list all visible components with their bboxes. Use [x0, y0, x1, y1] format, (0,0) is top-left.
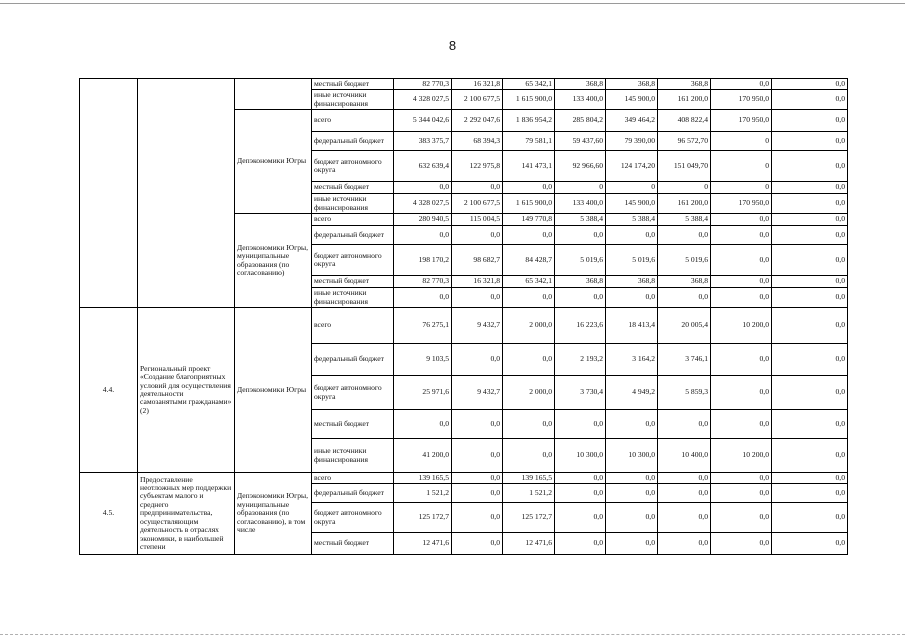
executor-cell-prev [235, 79, 312, 110]
funding-amount-cell: 0,0 [555, 410, 606, 439]
funding-amount-cell: 0,0 [503, 344, 555, 376]
funding-amount-cell: 122 975,8 [452, 151, 503, 182]
item-number-cell-prev [80, 79, 138, 308]
funding-amount-cell: 0,0 [555, 533, 606, 555]
funding-amount-cell: 0,0 [711, 79, 772, 90]
funding-amount-cell: 0,0 [452, 484, 503, 503]
funding-amount-cell: 0,0 [555, 503, 606, 533]
funding-amount-cell: 18 413,4 [606, 308, 658, 344]
funding-amount-cell: 0,0 [772, 288, 848, 308]
funding-amount-cell: 0,0 [772, 151, 848, 182]
funding-amount-cell: 79 390,00 [606, 132, 658, 151]
funding-amount-cell: 79 581,1 [503, 132, 555, 151]
funding-amount-cell: 1 521,2 [394, 484, 452, 503]
funding-amount-cell: 0,0 [606, 533, 658, 555]
funding-amount-cell: 84 428,7 [503, 245, 555, 276]
funding-amount-cell: 10 300,0 [555, 439, 606, 473]
funding-amount-cell: 59 437,60 [555, 132, 606, 151]
funding-amount-cell: 0,0 [503, 226, 555, 245]
funding-amount-cell: 0,0 [772, 194, 848, 214]
funding-amount-cell: 0,0 [772, 533, 848, 555]
funding-amount-cell: 0,0 [772, 182, 848, 194]
funding-amount-cell: 0,0 [555, 288, 606, 308]
funding-amount-cell: 0,0 [452, 410, 503, 439]
funding-amount-cell: 141 473,1 [503, 151, 555, 182]
funding-amount-cell: 2 193,2 [555, 344, 606, 376]
funding-amount-cell: 0,0 [711, 245, 772, 276]
funding-amount-cell: 145 900,0 [606, 194, 658, 214]
page-number: 8 [448, 38, 457, 53]
funding-amount-cell: 0,0 [772, 79, 848, 90]
funding-amount-cell: 0,0 [772, 410, 848, 439]
funding-source-label: местный бюджет [312, 182, 394, 194]
funding-amount-cell: 0,0 [555, 473, 606, 484]
funding-amount-cell: 0,0 [772, 90, 848, 110]
item-4-5-title: Предоставление неотложных мер поддержки субъектам малого и среднего предпринимательства, осуществляющим деятельность в отраслях экономики, в наибольшей степени [138, 473, 235, 555]
funding-source-label: бюджет автономного округа [312, 503, 394, 533]
funding-amount-cell: 16 223,6 [555, 308, 606, 344]
funding-amount-cell: 0,0 [658, 473, 711, 484]
funding-amount-cell: 133 400,0 [555, 194, 606, 214]
funding-amount-cell: 0,0 [503, 288, 555, 308]
funding-amount-cell: 76 275,1 [394, 308, 452, 344]
funding-amount-cell: 0,0 [606, 473, 658, 484]
funding-amount-cell: 0,0 [452, 439, 503, 473]
item-title-cell-prev [138, 79, 235, 308]
funding-amount-cell: 0,0 [772, 308, 848, 344]
funding-amount-cell: 0,0 [452, 473, 503, 484]
funding-amount-cell: 9 103,5 [394, 344, 452, 376]
funding-amount-cell: 0,0 [503, 182, 555, 194]
funding-amount-cell: 133 400,0 [555, 90, 606, 110]
funding-amount-cell: 368,8 [555, 276, 606, 288]
funding-amount-cell: 0 [658, 182, 711, 194]
funding-amount-cell: 25 971,6 [394, 376, 452, 410]
funding-amount-cell: 12 471,6 [503, 533, 555, 555]
funding-amount-cell: 0,0 [658, 410, 711, 439]
funding-amount-cell: 0,0 [772, 110, 848, 132]
funding-amount-cell: 98 682,7 [452, 245, 503, 276]
funding-amount-cell: 82 770,3 [394, 276, 452, 288]
funding-amount-cell: 161 200,0 [658, 90, 711, 110]
funding-source-label: федеральный бюджет [312, 344, 394, 376]
funding-amount-cell: 10 200,0 [711, 439, 772, 473]
funding-amount-cell: 0,0 [452, 503, 503, 533]
funding-amount-cell: 0,0 [772, 344, 848, 376]
funding-amount-cell: 1 615 900,0 [503, 194, 555, 214]
funding-amount-cell: 0,0 [606, 288, 658, 308]
funding-amount-cell: 0,0 [658, 288, 711, 308]
funding-source-label: местный бюджет [312, 410, 394, 439]
funding-source-label: иные источники финансирования [312, 194, 394, 214]
funding-amount-cell: 65 342,1 [503, 79, 555, 90]
funding-amount-cell: 20 005,4 [658, 308, 711, 344]
funding-amount-cell: 0,0 [503, 410, 555, 439]
funding-amount-cell: 41 200,0 [394, 439, 452, 473]
funding-source-label: иные источники финансирования [312, 288, 394, 308]
funding-amount-cell: 0,0 [658, 226, 711, 245]
funding-amount-cell: 0,0 [555, 226, 606, 245]
funding-amount-cell: 115 004,5 [452, 214, 503, 226]
funding-amount-cell: 349 464,2 [606, 110, 658, 132]
funding-source-label: местный бюджет [312, 79, 394, 90]
funding-amount-cell: 0,0 [711, 484, 772, 503]
funding-amount-cell: 0,0 [394, 410, 452, 439]
funding-amount-cell: 0,0 [772, 245, 848, 276]
funding-amount-cell: 0,0 [772, 376, 848, 410]
funding-amount-cell: 0,0 [658, 503, 711, 533]
funding-source-label: всего [312, 308, 394, 344]
funding-amount-cell: 5 388,4 [658, 214, 711, 226]
funding-amount-cell: 2 000,0 [503, 308, 555, 344]
funding-amount-cell: 5 019,6 [555, 245, 606, 276]
funding-source-label: местный бюджет [312, 276, 394, 288]
funding-source-label: федеральный бюджет [312, 226, 394, 245]
funding-amount-cell: 65 342,1 [503, 276, 555, 288]
funding-amount-cell: 82 770,3 [394, 79, 452, 90]
funding-amount-cell: 1 615 900,0 [503, 90, 555, 110]
funding-amount-cell: 0,0 [606, 226, 658, 245]
funding-source-label: всего [312, 110, 394, 132]
bottom-scan-edge [0, 634, 905, 635]
funding-amount-cell: 0,0 [772, 484, 848, 503]
funding-amount-cell: 92 966,60 [555, 151, 606, 182]
funding-source-label: бюджет автономного округа [312, 245, 394, 276]
funding-amount-cell: 2 100 677,5 [452, 194, 503, 214]
funding-amount-cell: 0,0 [711, 503, 772, 533]
funding-amount-cell: 0,0 [452, 288, 503, 308]
funding-source-label: федеральный бюджет [312, 132, 394, 151]
funding-amount-cell: 125 172,7 [394, 503, 452, 533]
funding-amount-cell: 2 292 047,6 [452, 110, 503, 132]
funding-amount-cell: 0,0 [606, 410, 658, 439]
funding-source-label: бюджет автономного округа [312, 376, 394, 410]
funding-amount-cell: 368,8 [658, 276, 711, 288]
funding-amount-cell: 5 859,3 [658, 376, 711, 410]
funding-amount-cell: 0,0 [711, 214, 772, 226]
funding-amount-cell: 12 471,6 [394, 533, 452, 555]
item-4-5-number: 4.5. [80, 473, 138, 555]
funding-amount-cell: 0,0 [394, 226, 452, 245]
funding-amount-cell: 0,0 [711, 473, 772, 484]
funding-amount-cell: 5 388,4 [555, 214, 606, 226]
funding-amount-cell: 10 300,0 [606, 439, 658, 473]
funding-amount-cell: 368,8 [658, 79, 711, 90]
funding-amount-cell: 0,0 [772, 439, 848, 473]
funding-amount-cell: 170 950,0 [711, 90, 772, 110]
funding-amount-cell: 1 521,2 [503, 484, 555, 503]
funding-amount-cell: 5 019,6 [606, 245, 658, 276]
funding-amount-cell: 5 019,6 [658, 245, 711, 276]
funding-amount-cell: 4 328 027,5 [394, 90, 452, 110]
funding-amount-cell: 2 000,0 [503, 376, 555, 410]
funding-amount-cell: 0,0 [503, 439, 555, 473]
funding-amount-cell: 0,0 [452, 344, 503, 376]
funding-amount-cell: 0,0 [555, 484, 606, 503]
funding-source-label: иные источники финансирования [312, 90, 394, 110]
funding-amount-cell: 0,0 [658, 533, 711, 555]
funding-amount-cell: 16 321,8 [452, 79, 503, 90]
funding-amount-cell: 0,0 [772, 276, 848, 288]
funding-amount-cell: 149 770,8 [503, 214, 555, 226]
funding-source-label: бюджет автономного округа [312, 151, 394, 182]
executor-depeconomy-municipal: Депэкономики Югры, муниципальные образования (по согласованию) [235, 214, 312, 308]
funding-amount-cell: 280 940,5 [394, 214, 452, 226]
funding-source-label: всего [312, 473, 394, 484]
item-4-4-number: 4.4. [80, 308, 138, 473]
funding-amount-cell: 145 900,0 [606, 90, 658, 110]
funding-amount-cell: 4 949,2 [606, 376, 658, 410]
funding-amount-cell: 0,0 [452, 182, 503, 194]
funding-amount-cell: 0,0 [658, 484, 711, 503]
funding-amount-cell: 285 804,2 [555, 110, 606, 132]
funding-amount-cell: 0,0 [711, 376, 772, 410]
financing-table [79, 78, 848, 555]
funding-amount-cell: 0 [711, 182, 772, 194]
funding-amount-cell: 0,0 [452, 533, 503, 555]
funding-amount-cell: 0,0 [606, 503, 658, 533]
funding-amount-cell: 0 [606, 182, 658, 194]
funding-amount-cell: 5 344 042,6 [394, 110, 452, 132]
funding-amount-cell: 10 200,0 [711, 308, 772, 344]
funding-source-label: иные источники финансирования [312, 439, 394, 473]
funding-amount-cell: 0,0 [394, 182, 452, 194]
funding-amount-cell: 0,0 [394, 288, 452, 308]
funding-amount-cell: 368,8 [555, 79, 606, 90]
funding-amount-cell: 170 950,0 [711, 194, 772, 214]
funding-amount-cell: 68 394,3 [452, 132, 503, 151]
funding-amount-cell: 9 432,7 [452, 376, 503, 410]
executor-4-5: Депэкономики Югры, муниципальные образования (по согласованию), в том числе [235, 473, 312, 555]
funding-amount-cell: 0,0 [606, 484, 658, 503]
funding-amount-cell: 1 836 954,2 [503, 110, 555, 132]
funding-amount-cell: 408 822,4 [658, 110, 711, 132]
funding-amount-cell: 0,0 [772, 473, 848, 484]
top-scan-edge [0, 3, 905, 4]
funding-amount-cell: 3 730,4 [555, 376, 606, 410]
funding-amount-cell: 0,0 [452, 226, 503, 245]
funding-amount-cell: 0,0 [772, 503, 848, 533]
funding-amount-cell: 4 328 027,5 [394, 194, 452, 214]
executor-4-4: Депэкономики Югры [235, 308, 312, 473]
funding-amount-cell: 383 375,7 [394, 132, 452, 151]
funding-amount-cell: 0,0 [711, 226, 772, 245]
funding-amount-cell: 0 [555, 182, 606, 194]
funding-source-label: местный бюджет [312, 533, 394, 555]
funding-amount-cell: 368,8 [606, 276, 658, 288]
funding-amount-cell: 0,0 [711, 288, 772, 308]
funding-amount-cell: 0,0 [711, 410, 772, 439]
funding-amount-cell: 2 100 677,5 [452, 90, 503, 110]
funding-source-label: всего [312, 214, 394, 226]
funding-amount-cell: 3 746,1 [658, 344, 711, 376]
funding-amount-cell: 151 049,70 [658, 151, 711, 182]
funding-amount-cell: 0,0 [772, 226, 848, 245]
funding-amount-cell: 198 170,2 [394, 245, 452, 276]
funding-amount-cell: 0,0 [772, 214, 848, 226]
funding-amount-cell: 0 [711, 151, 772, 182]
funding-amount-cell: 9 432,7 [452, 308, 503, 344]
funding-source-label: федеральный бюджет [312, 484, 394, 503]
funding-amount-cell: 96 572,70 [658, 132, 711, 151]
item-4-4-title: Региональный проект «Создание благоприятных условий для осуществления деятельности самозанятыми гражданами» (2) [138, 308, 235, 473]
funding-amount-cell: 139 165,5 [394, 473, 452, 484]
funding-amount-cell: 161 200,0 [658, 194, 711, 214]
funding-amount-cell: 5 388,4 [606, 214, 658, 226]
funding-amount-cell: 632 639,4 [394, 151, 452, 182]
funding-amount-cell: 368,8 [606, 79, 658, 90]
funding-amount-cell: 139 165,5 [503, 473, 555, 484]
funding-amount-cell: 170 950,0 [711, 110, 772, 132]
funding-amount-cell: 10 400,0 [658, 439, 711, 473]
executor-depeconomy: Депэкономики Югры [235, 110, 312, 214]
funding-amount-cell: 0,0 [711, 344, 772, 376]
funding-amount-cell: 3 164,2 [606, 344, 658, 376]
funding-amount-cell: 124 174,20 [606, 151, 658, 182]
funding-amount-cell: 0,0 [772, 132, 848, 151]
funding-amount-cell: 0,0 [711, 533, 772, 555]
funding-amount-cell: 0 [711, 132, 772, 151]
funding-amount-cell: 16 321,8 [452, 276, 503, 288]
funding-amount-cell: 125 172,7 [503, 503, 555, 533]
funding-amount-cell: 0,0 [711, 276, 772, 288]
